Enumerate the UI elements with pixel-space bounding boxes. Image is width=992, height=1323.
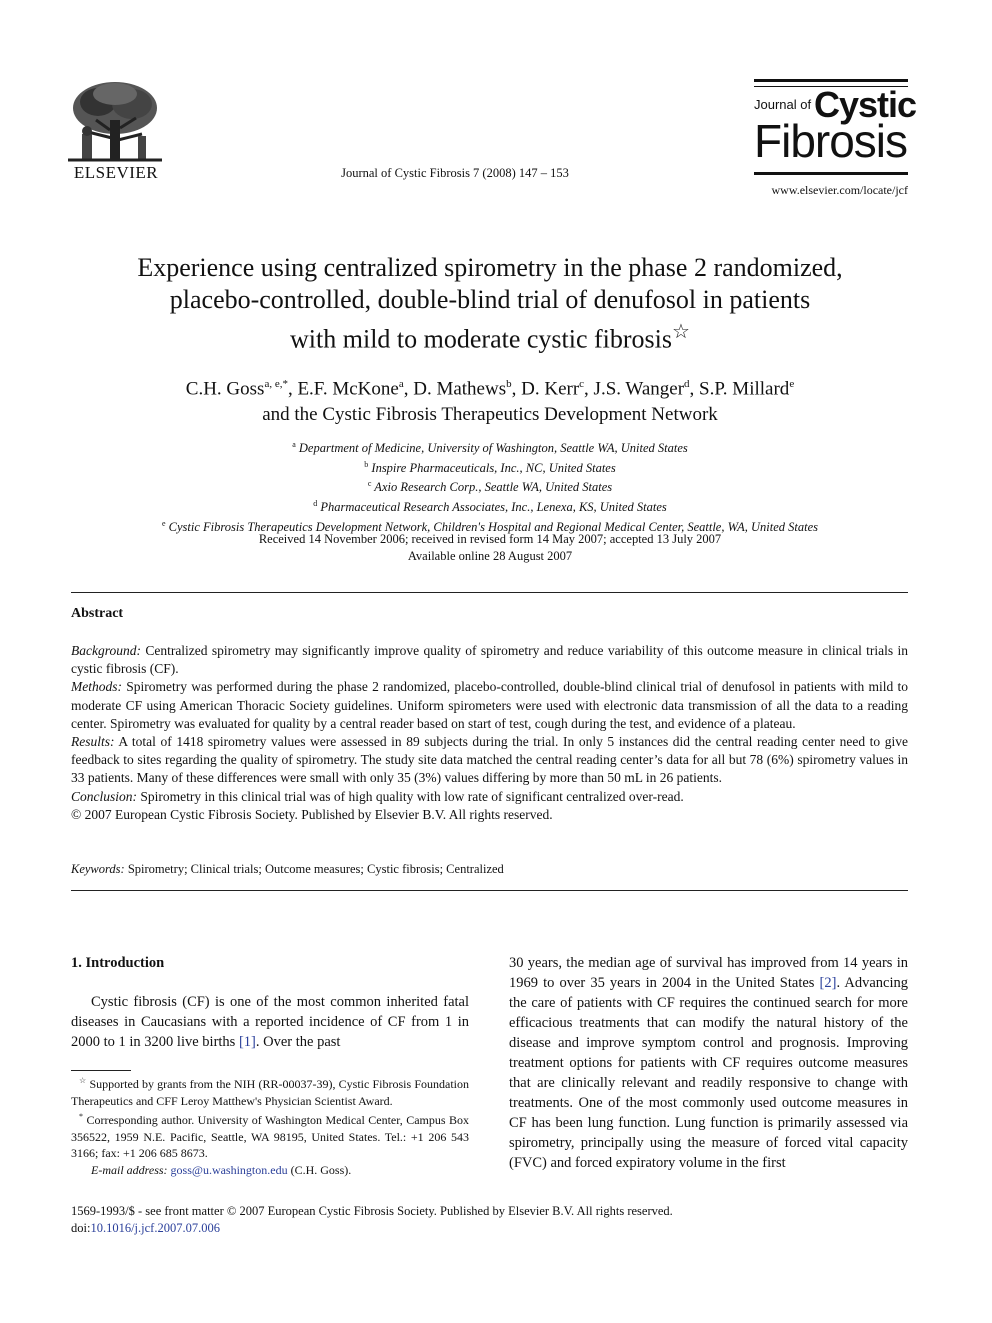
author-wanger: , J.S. Wanger [584,378,685,400]
abstract-body [71,642,908,824]
title-line-3-text: with mild to moderate cystic fibrosis [290,324,673,354]
issn-copyright: 1569-1993/$ - see front matter © 2007 European Cystic Fibrosis Society. Published by Elsevier B.V. All rights reserved. [71,1204,673,1218]
title-line-3 [60,316,920,356]
affiliation-text: Department of Medicine, University of Washington, Seattle WA, United States [295,441,688,456]
affiliation-marker: e [161,518,166,528]
affiliation-text: Cystic Fibrosis Therapeutics Development Network, Children's Hospital and Regional Medical Center, Seattle, WA, United States [165,519,819,534]
author-mckone-affil[interactable]: a [398,378,404,390]
affiliation-text: Axio Research Corp., Seattle WA, United States [371,480,613,495]
email-label: E-mail address: [91,1162,168,1177]
journal-logo-rule-bottom [754,172,908,175]
journal-logo-rule-top [754,79,908,82]
journal-logo-of: Journal of [754,97,812,112]
affiliation-marker: a [292,440,296,449]
author-line-2: and the Cystic Fibrosis Therapeutics Development Network [262,404,718,426]
journal-url[interactable]: www.elsevier.com/locate/jcf [771,183,908,197]
received-dates: Received 14 November 2006; received in revised form 14 May 2007; accepted 13 July 2007 [258,532,722,546]
abstract-methods-text: Spirometry was performed during the phase 2 randomized, placebo-controlled, double-blind clinical trial of denufosol in patients with mild to moderate CF using American Thoracic Society guidelines. Uniform spirometers were used with electronic data transmission of all the data to a reading center. Spirometry was evaluated for quality by a central reader based on start of test, cough during the test, and evidence of a plateau. [71,679,908,731]
abstract-methods-label: Methods: [71,679,122,695]
abstract-methods [71,678,908,733]
section-heading-introduction: 1. Introduction [71,955,165,971]
intro-text: . Advancing the care of patients with CF requires the continued search for more efficacious treatments that can modify the natural history of the disease and improve symptom control and prognosis. Improving treatment options for patients with CF requires outcome measures that are clinically relevant and readily responsive to change with treatments. One of the most commonly used outcome measures in CF has been lung function. Lung function is primarily assessed via spirometry, principally using the measure of forced vital capacity (FVC) and forced expiratory volume in the first [509,975,908,1171]
article-history [60,531,920,564]
abstract-results [71,733,908,788]
abstract-background-text: Centralized spirometry may significantly improve quality of spirometry and reduce variability of this outcome measure in clinical trials in cystic fibrosis (CF). [71,643,908,677]
divider-top [71,592,908,593]
abstract-results-label: Results: [71,734,115,750]
abstract-heading: Abstract [71,606,124,621]
author-list [60,371,920,428]
author-wanger-affil[interactable]: d [684,378,690,390]
author-mathews-affil[interactable]: b [506,378,512,390]
author-goss-affil[interactable]: a, e,* [264,378,288,390]
keywords-list: Spirometry; Clinical trials; Outcome measures; Cystic fibrosis; Centralized [124,862,504,876]
author-mathews: , D. Mathews [403,378,507,400]
journal-logo-fibrosis: Fibrosis [754,115,908,167]
footnotes [71,1073,469,1178]
publisher-name: ELSEVIER [73,163,159,182]
abstract-conclusion-label: Conclusion: [71,788,137,804]
journal-logo-cystic: Cystic [814,84,917,125]
elsevier-tree-logo [68,80,162,164]
intro-paragraph-continued [509,953,908,1173]
intro-text: 30 years, the median age of survival has improved from 14 years in 1969 to over 35 years in 2004 in the United States [509,955,908,991]
body-column-left [71,953,469,1052]
author-millard: , S.P. Millard [689,378,790,400]
star-footnote-marker[interactable]: ☆ [672,321,690,343]
footnote-corresponding [71,1109,469,1162]
title-line-1: Experience using centralized spirometry in the phase 2 randomized, [137,253,843,282]
footnote-funding-text: Supported by grants from the NIH (RR-00037-39), Cystic Fibrosis Foundation Therapeutics and CFF Leroy Matthew's Physician Scientist Award. [71,1077,469,1108]
intro-text: . Over the past [255,1034,341,1050]
doi-link[interactable]: 10.1016/j.jcf.2007.07.006 [90,1221,220,1235]
author-line-1 [60,371,920,402]
footnote-corresponding-text: Corresponding author. University of Washington Medical Center, Campus Box 356522, 1959 N.E. Pacific, Seattle, WA 98195, United States. Tel.: +1 206 543 3166; fax: +1 206 685 8673. [71,1113,469,1160]
intro-text: Cystic fibrosis (CF) is one of the most common inherited fatal diseases in Caucasians with a reported incidence of CF from 1 in 2000 to 1 in 3200 live births [71,994,469,1050]
footnote-asterisk-marker: * [79,1112,83,1121]
affiliation-d [60,496,920,516]
keywords-label: Keywords: [71,862,125,876]
keywords [71,862,908,877]
affiliation-b [60,457,920,477]
affiliation-a [60,437,920,457]
affiliation-marker: b [364,459,369,469]
affiliation-text: Pharmaceutical Research Associates, Inc., Lenexa, KS, United States [317,500,667,515]
doi-line [71,1220,908,1237]
intro-paragraph-1 [71,992,469,1052]
affiliation-marker: c [367,479,372,489]
author-millard-affil[interactable]: e [789,378,795,390]
footnote-star-marker: ☆ [79,1076,87,1085]
affiliation-marker: d [313,498,318,508]
journal-citation: Journal of Cystic Fibrosis 7 (2008) 147 – 153 [341,166,569,180]
reference-link-1[interactable]: [1] [238,1034,256,1050]
abstract-conclusion-text: Spirometry in this clinical trial was of high quality with low rate of significant centralized over-read. [137,788,684,804]
footnote-rule [71,1070,131,1071]
body-column-right [509,953,908,1173]
author-goss: C.H. Goss [185,378,265,400]
abstract-conclusion [71,788,908,806]
email-link[interactable]: goss@u.washington.edu [170,1162,288,1177]
author-kerr-affil[interactable]: c [579,378,585,390]
author-kerr: , D. Kerr [511,378,580,400]
abstract-background [71,642,908,678]
doi-label: doi: [71,1221,91,1235]
affiliations [60,437,920,535]
footnote-funding [71,1073,469,1109]
abstract-results-text: A total of 1418 spirometry values were assessed in 89 subjects during the trial. In only 5 instances did the central reading center need to give feedback to sites regarding the quality of spirometry. The study site data matched the central reading center’s data for all but 78 (6%) spirometry values in 33 patients. Many of these differences were small with only 35 (3%) values differing by more than 50 mL in 26 patients. [71,734,908,786]
abstract-copyright: © 2007 European Cystic Fibrosis Society. Published by Elsevier B.V. All rights reserved. [71,806,553,822]
abstract-background-label: Background: [71,643,141,658]
front-matter-footer [71,1203,908,1237]
title-line-2: placebo-controlled, double-blind trial of denufosol in patients [169,285,811,314]
reference-link-2[interactable]: [2] [819,975,837,991]
author-mckone: , E.F. McKone [287,378,399,400]
available-online-date: Available online 28 August 2007 [407,548,573,563]
affiliation-text: Inspire Pharmaceuticals, Inc., NC, United States [368,460,616,475]
footnote-email [71,1162,469,1179]
affiliation-c [60,476,920,496]
divider-bottom [71,890,908,891]
email-owner: (C.H. Goss). [287,1162,352,1177]
article-title [60,252,920,356]
